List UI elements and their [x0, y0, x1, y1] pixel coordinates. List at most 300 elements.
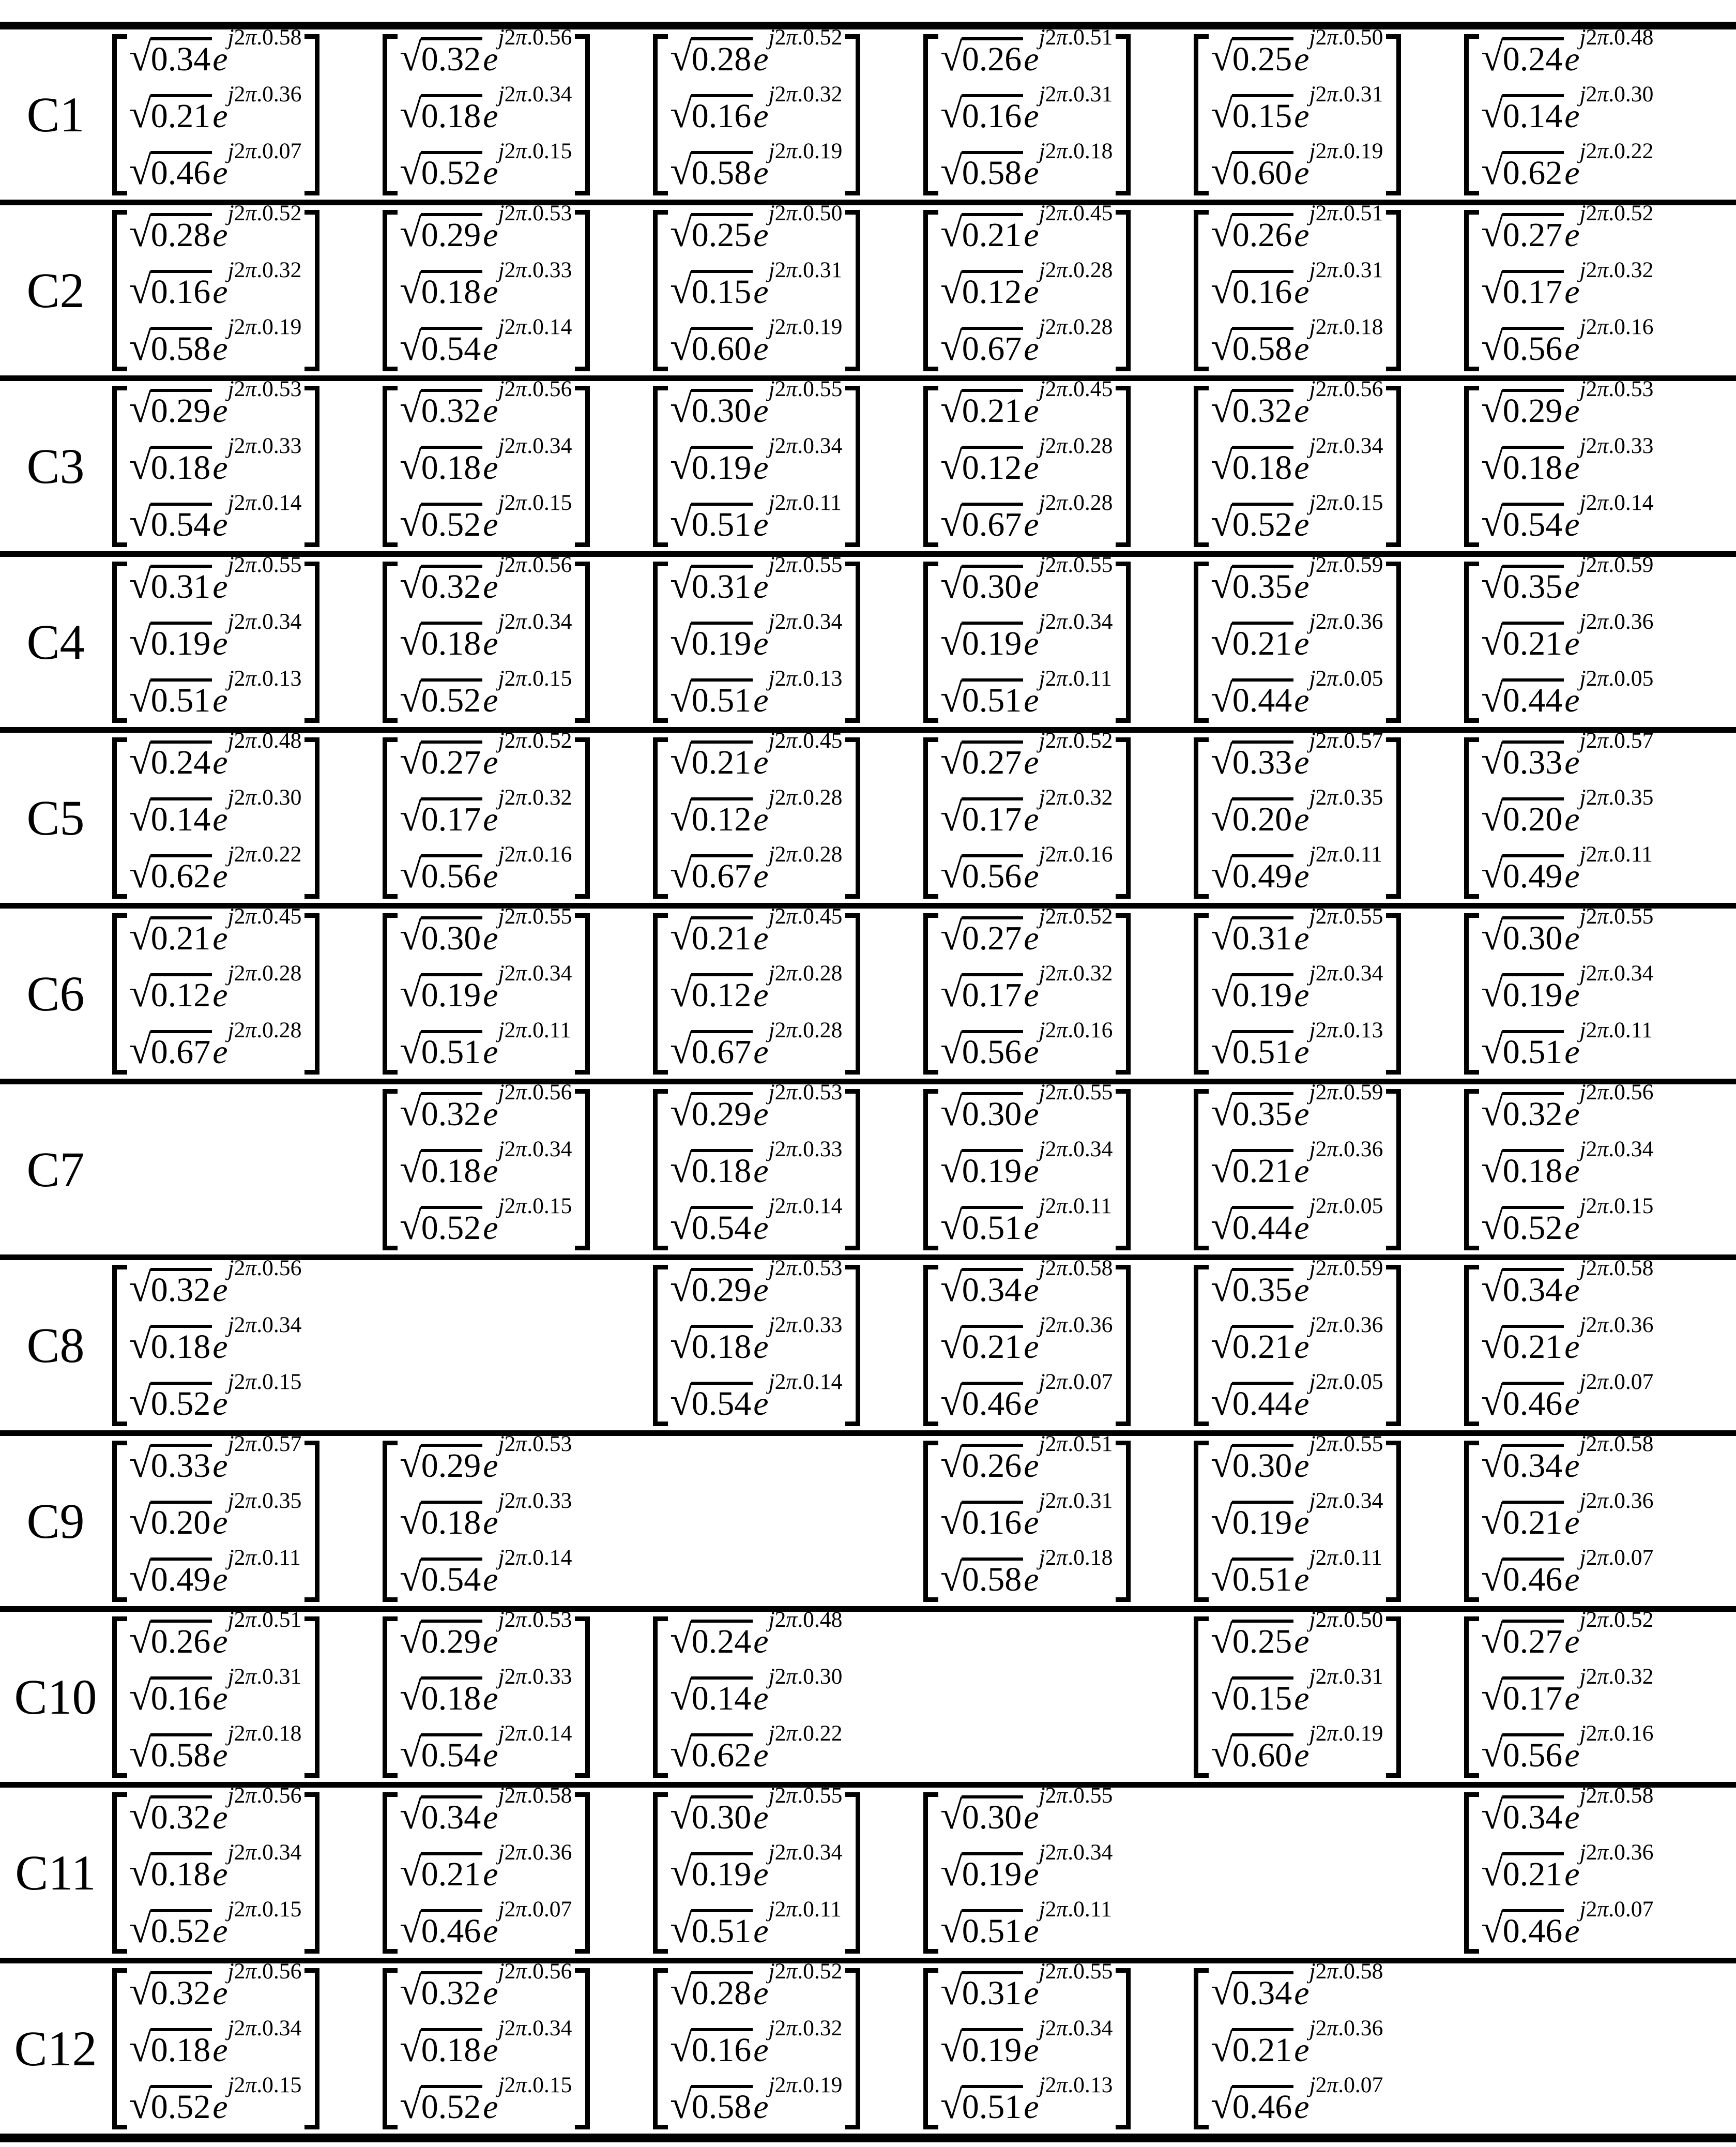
vector-cell: [1463, 376, 1733, 551]
sqrt-radicand: 0.21: [962, 1325, 1024, 1366]
pi-symbol: π: [1056, 433, 1068, 458]
sqrt-radicand: 0.19: [962, 622, 1024, 662]
vector-cell: [652, 200, 922, 375]
exp-base: e: [1564, 800, 1580, 838]
imag-unit-j: j: [1579, 314, 1586, 339]
right-bracket: [1116, 913, 1131, 1075]
pi-symbol: π: [515, 609, 527, 634]
sqrt-radicand: 0.18: [421, 446, 483, 487]
phase-value: .0.28: [1068, 433, 1113, 458]
exp-base: e: [212, 1033, 228, 1071]
exp-base: e: [212, 97, 228, 135]
exp-phase: j2π.0.59: [1309, 552, 1383, 577]
imag-unit-j: j: [1039, 1136, 1045, 1161]
phase-value: .0.15: [256, 1896, 302, 1922]
vector-entries: [398, 200, 575, 371]
phase-value: .0.32: [1068, 784, 1113, 810]
exp-phase: j2π.0.18: [1309, 314, 1383, 339]
vector-cell: [111, 728, 382, 903]
sqrt-icon: √: [1211, 970, 1232, 1015]
left-bracket: [923, 386, 938, 547]
exp-base: e: [1024, 681, 1039, 719]
sqrt-icon: √: [1211, 1616, 1232, 1661]
exp-phase: j2π.0.34: [498, 609, 572, 634]
sqrt-icon: √: [1481, 1673, 1502, 1718]
imag-unit-j: j: [1039, 1017, 1045, 1042]
exp-phase: j2π.0.52: [1579, 1607, 1654, 1632]
matrix-entry: [400, 960, 572, 1015]
sqrt-radicand: 0.18: [691, 1149, 753, 1190]
phase-value: .0.51: [256, 1607, 302, 1632]
sqrt-icon: √: [129, 210, 150, 255]
pi-symbol: π: [1327, 1255, 1338, 1280]
imag-unit-j: j: [768, 1312, 775, 1337]
exp-base: e: [212, 1912, 228, 1950]
column-vector: [383, 1431, 575, 1602]
sqrt-radicand: 0.18: [1502, 1149, 1564, 1190]
matrix-entry: [670, 1782, 843, 1837]
phase-value: .0.50: [1338, 1607, 1383, 1632]
pi-symbol: π: [786, 552, 798, 577]
pi-symbol: π: [1056, 138, 1068, 163]
phase-value: .0.18: [1068, 1545, 1113, 1570]
phase-value: .0.32: [1608, 257, 1654, 282]
phase-value: .0.45: [256, 903, 302, 929]
exp-base: e: [1294, 1384, 1309, 1423]
sqrt-icon: √: [1481, 913, 1502, 958]
exp-phase: j2π.0.34: [768, 609, 843, 634]
sqrt-icon: √: [940, 562, 962, 607]
phase-value: .0.36: [1608, 609, 1654, 634]
left-bracket: [653, 913, 668, 1075]
exp-phase: j2π.0.59: [1309, 1255, 1383, 1280]
exp-base: e: [1024, 1208, 1039, 1247]
column-vector: [1464, 1255, 1656, 1426]
sqrt-radicand: 0.32: [421, 37, 483, 78]
imag-unit-j: j: [498, 552, 505, 577]
phase-value: .0.35: [1338, 784, 1383, 810]
sqrt-radicand: 0.44: [1232, 1382, 1294, 1423]
imag-unit-j: j: [1039, 1079, 1045, 1105]
left-bracket: [112, 1616, 127, 1778]
pi-symbol: π: [245, 1782, 257, 1808]
pi-symbol: π: [1327, 1136, 1338, 1161]
phase-value: .0.22: [1608, 138, 1654, 163]
sqrt-radicand: 0.19: [421, 973, 483, 1014]
exp-base: e: [753, 624, 769, 662]
exp-base: e: [753, 567, 769, 606]
sqrt-icon: √: [1481, 970, 1502, 1015]
sqrt-radicand: 0.52: [421, 151, 483, 192]
sqrt-icon: √: [670, 1265, 691, 1310]
exp-phase: j2π.0.28: [768, 1017, 843, 1042]
imag-unit-j: j: [1579, 1136, 1586, 1161]
sqrt-radicand: 0.60: [1232, 151, 1294, 192]
pi-symbol: π: [245, 2015, 257, 2040]
matrix-entry: [670, 903, 843, 958]
exp-base: e: [483, 857, 498, 895]
sqrt-radicand: 0.58: [691, 2085, 753, 2126]
imag-unit-j: j: [768, 490, 775, 515]
sqrt-icon: √: [940, 970, 962, 1015]
vector-entries: [398, 24, 575, 195]
matrix-entry: [670, 376, 843, 431]
exp-phase: j2π.0.33: [227, 433, 302, 458]
exp-phase: j2π.0.15: [1309, 490, 1383, 515]
phase-value: .0.33: [527, 1488, 572, 1513]
column-vector: [112, 200, 319, 371]
sqrt-radicand: 0.19: [1232, 1501, 1294, 1541]
exp-phase: j2π.0.34: [227, 1312, 302, 1337]
exp-phase: j2π.0.34: [1039, 1839, 1113, 1865]
imag-unit-j: j: [768, 1839, 775, 1865]
pi-symbol: π: [1056, 1839, 1068, 1865]
sqrt-radicand: 0.30: [962, 565, 1024, 606]
exp-phase: j2π.0.15: [498, 138, 572, 163]
right-bracket: [575, 1968, 590, 2129]
exp-base: e: [1564, 1095, 1580, 1133]
left-bracket: [1194, 913, 1209, 1075]
right-bracket: [1116, 1441, 1131, 1602]
sqrt-icon: √: [1481, 1498, 1502, 1543]
matrix-entry: [400, 609, 572, 663]
exp-phase: j2π.0.30: [1579, 81, 1654, 107]
sqrt-radicand: 0.54: [421, 327, 483, 368]
imag-unit-j: j: [227, 81, 234, 107]
sqrt-radicand: 0.34: [1232, 1971, 1294, 2012]
exp-phase: j2π.0.55: [1039, 1079, 1113, 1105]
phase-value: .0.11: [1068, 666, 1112, 691]
sqrt-icon: √: [1211, 500, 1232, 545]
row-label: C4: [26, 614, 85, 670]
pi-symbol: π: [1056, 1193, 1068, 1218]
left-bracket: [112, 210, 127, 371]
sqrt-radicand: 0.51: [962, 2085, 1024, 2126]
phase-value: .0.50: [797, 200, 843, 225]
left-bracket: [1194, 1265, 1209, 1426]
right-bracket: [845, 386, 860, 547]
sqrt-icon: √: [1211, 913, 1232, 958]
imag-unit-j: j: [1309, 1193, 1316, 1218]
phase-value: .0.30: [256, 784, 302, 810]
matrix-entry: [1211, 1312, 1383, 1367]
exp-base: e: [1294, 505, 1309, 543]
imag-unit-j: j: [1579, 609, 1586, 634]
phase-value: .0.15: [527, 1193, 572, 1218]
matrix-entry: [1481, 1312, 1654, 1367]
sqrt-radicand: 0.12: [691, 797, 753, 838]
exp-base: e: [753, 505, 769, 543]
phase-value: .0.58: [1608, 1431, 1654, 1456]
sqrt-icon: √: [1211, 267, 1232, 312]
pi-symbol: π: [515, 1839, 527, 1865]
phase-value: .0.58: [527, 1782, 572, 1808]
phase-value: .0.36: [1338, 1136, 1383, 1161]
exp-base: e: [483, 2088, 498, 2126]
column-vector: [923, 1782, 1116, 1954]
imag-unit-j: j: [227, 1431, 234, 1456]
sqrt-radicand: 0.51: [1232, 1558, 1294, 1598]
matrix-entry: [400, 903, 572, 958]
exp-phase: j2π.0.35: [227, 1488, 302, 1513]
pi-symbol: π: [786, 1193, 798, 1218]
sqrt-radicand: 0.12: [962, 446, 1024, 487]
imag-unit-j: j: [768, 609, 775, 634]
imag-unit-j: j: [498, 728, 505, 753]
pi-symbol: π: [245, 2072, 257, 2097]
phase-value: .0.19: [1338, 1720, 1383, 1746]
imag-unit-j: j: [498, 1017, 505, 1042]
imag-unit-j: j: [768, 24, 775, 50]
phase-value: .0.34: [256, 1312, 302, 1337]
imag-unit-j: j: [498, 609, 505, 634]
phase-value: .0.51: [1068, 24, 1113, 50]
sqrt-radicand: 0.52: [1502, 1206, 1564, 1247]
matrix-entry: [940, 1079, 1113, 1134]
sqrt-radicand: 0.21: [1232, 1149, 1294, 1190]
matrix-entry: [129, 609, 302, 663]
imag-unit-j: j: [227, 138, 234, 163]
exp-base: e: [1294, 1208, 1309, 1247]
vector-entries: [127, 1607, 304, 1778]
sqrt-icon: √: [400, 1792, 421, 1837]
matrix-entry: [129, 1488, 302, 1543]
sqrt-icon: √: [1481, 675, 1502, 720]
exp-base: e: [483, 1446, 498, 1485]
exp-phase: j2π.0.15: [1579, 1193, 1654, 1218]
phase-value: .0.52: [1608, 1607, 1654, 1632]
pi-symbol: π: [1597, 81, 1609, 107]
phase-value: .0.32: [1608, 1664, 1654, 1689]
imag-unit-j: j: [768, 960, 775, 986]
vector-cell: [1193, 24, 1463, 200]
vector-cell: [382, 1079, 652, 1254]
imag-unit-j: j: [768, 257, 775, 282]
exp-phase: j2π.0.15: [227, 1369, 302, 1394]
exp-phase: j2π.0.34: [498, 1136, 572, 1161]
sqrt-icon: √: [1481, 618, 1502, 663]
sqrt-icon: √: [1211, 794, 1232, 839]
imag-unit-j: j: [498, 200, 505, 225]
vector-entries: [938, 903, 1116, 1075]
imag-unit-j: j: [498, 257, 505, 282]
exp-phase: j2π.0.13: [1039, 2072, 1113, 2097]
pi-symbol: π: [1597, 376, 1609, 401]
matrix-entry: [1211, 552, 1383, 607]
sqrt-radicand: 0.30: [1232, 1444, 1294, 1485]
pi-symbol: π: [1327, 1369, 1338, 1394]
pi-symbol: π: [515, 666, 527, 691]
pi-symbol: π: [1327, 1431, 1338, 1456]
exp-base: e: [1564, 857, 1580, 895]
imag-unit-j: j: [498, 960, 505, 986]
exp-phase: j2π.0.55: [768, 376, 843, 401]
sqrt-icon: √: [670, 562, 691, 607]
matrix-entry: [400, 1782, 572, 1837]
imag-unit-j: j: [227, 1607, 234, 1632]
sqrt-icon: √: [129, 1027, 150, 1072]
sqrt-icon: √: [129, 675, 150, 720]
matrix-entry: [670, 784, 843, 839]
vector-cell: [382, 1958, 652, 2134]
exp-phase: j2π.0.51: [1039, 1431, 1113, 1456]
imag-unit-j: j: [1309, 200, 1316, 225]
matrix-entry: [129, 257, 302, 312]
column-vector: [923, 24, 1131, 195]
matrix-entry: [670, 1839, 843, 1894]
right-bracket: [1116, 1265, 1131, 1426]
matrix-entry: [670, 1896, 842, 1951]
imag-unit-j: j: [1309, 903, 1316, 929]
pi-symbol: π: [1597, 1488, 1609, 1513]
phase-value: .0.22: [797, 1720, 843, 1746]
phase-value: .0.28: [1068, 257, 1113, 282]
pi-symbol: π: [245, 81, 257, 107]
exp-base: e: [212, 273, 228, 311]
exp-phase: j2π.0.11: [1579, 1017, 1653, 1042]
exp-base: e: [483, 743, 498, 781]
phase-value: .0.15: [256, 2072, 302, 2097]
exp-base: e: [483, 567, 498, 606]
vector-cell: [1463, 728, 1733, 903]
pi-symbol: π: [1056, 1369, 1068, 1394]
phase-value: .0.11: [1338, 841, 1382, 867]
exp-base: e: [1024, 216, 1039, 254]
sqrt-icon: √: [670, 1322, 691, 1367]
phase-value: .0.55: [527, 903, 572, 929]
column-vector: [1464, 1782, 1656, 1954]
matrix-entry: [1211, 81, 1383, 136]
vector-cell: [922, 376, 1193, 551]
sqrt-icon: √: [400, 2082, 421, 2127]
sqrt-icon: √: [1481, 1906, 1502, 1951]
exp-phase: j2π.0.56: [1309, 376, 1383, 401]
exp-base: e: [1294, 1327, 1309, 1366]
pi-symbol: π: [1597, 1839, 1609, 1865]
sqrt-radicand: 0.62: [150, 854, 212, 895]
phase-value: .0.56: [527, 376, 572, 401]
pi-symbol: π: [515, 1958, 527, 1984]
pi-symbol: π: [786, 314, 798, 339]
sqrt-icon: √: [129, 443, 150, 488]
phase-value: .0.16: [527, 841, 572, 867]
sqrt-icon: √: [670, 675, 691, 720]
exp-base: e: [1294, 800, 1309, 838]
pi-symbol: π: [1597, 200, 1609, 225]
imag-unit-j: j: [1309, 552, 1316, 577]
matrix-entry: [670, 609, 843, 663]
exp-base: e: [753, 97, 769, 135]
phase-value: .0.36: [1338, 609, 1383, 634]
exp-base: e: [1294, 1033, 1309, 1071]
sqrt-radicand: 0.17: [1502, 1676, 1564, 1717]
pi-symbol: π: [515, 552, 527, 577]
vector-entries: [1209, 903, 1386, 1075]
exp-base: e: [1294, 216, 1309, 254]
matrix-entry: [129, 1431, 302, 1486]
matrix-entry: [1211, 2015, 1383, 2070]
phase-value: .0.36: [256, 81, 302, 107]
sqrt-radicand: 0.19: [962, 2028, 1024, 2069]
sqrt-radicand: 0.14: [1502, 94, 1564, 135]
phase-value: .0.52: [1608, 200, 1654, 225]
column-vector: [653, 1958, 860, 2129]
phase-value: .0.56: [1338, 376, 1383, 401]
sqrt-radicand: 0.31: [691, 565, 753, 606]
exp-phase: j2π.0.14: [498, 1720, 572, 1746]
sqrt-icon: √: [1211, 1089, 1232, 1134]
matrix-entry: [940, 609, 1113, 663]
sqrt-icon: √: [1481, 34, 1502, 79]
exp-base: e: [1024, 567, 1039, 606]
pi-symbol: π: [1597, 1312, 1609, 1337]
imag-unit-j: j: [1579, 1017, 1586, 1042]
matrix-entry: [129, 552, 302, 607]
left-bracket: [923, 210, 938, 371]
sqrt-icon: √: [129, 794, 150, 839]
exp-base: e: [483, 97, 498, 135]
pi-symbol: π: [515, 257, 527, 282]
sqrt-icon: √: [400, 913, 421, 958]
exp-phase: j2π.0.36: [1579, 1839, 1654, 1865]
sqrt-icon: √: [400, 1441, 421, 1486]
right-bracket: [1116, 386, 1131, 547]
sqrt-radicand: 0.60: [1232, 1733, 1294, 1774]
sqrt-radicand: 0.26: [150, 1620, 212, 1660]
exp-base: e: [1294, 448, 1309, 487]
sqrt-icon: √: [670, 91, 691, 136]
phase-value: .0.31: [1338, 81, 1383, 107]
imag-unit-j: j: [498, 1431, 505, 1456]
pi-symbol: π: [515, 1017, 527, 1042]
exp-phase: j2π.0.50: [1309, 1607, 1383, 1632]
column-vector: [1194, 1958, 1386, 2129]
sqrt-icon: √: [400, 562, 421, 607]
sqrt-radicand: 0.18: [1232, 446, 1294, 487]
pi-symbol: π: [245, 1369, 257, 1394]
sqrt-radicand: 0.14: [691, 1676, 753, 1717]
phase-value: .0.19: [1338, 138, 1383, 163]
sqrt-icon: √: [670, 618, 691, 663]
exp-base: e: [753, 1327, 769, 1366]
column-vector: [923, 1431, 1131, 1602]
matrix-entry: [129, 1839, 302, 1894]
sqrt-radicand: 0.25: [1232, 1620, 1294, 1660]
pi-symbol: π: [515, 784, 527, 810]
exp-phase: j2π.0.16: [498, 841, 572, 867]
pi-symbol: π: [1327, 784, 1338, 810]
exp-phase: j2π.0.28: [1039, 433, 1113, 458]
vector-entries: [668, 1958, 845, 2129]
matrix-entry: [1211, 257, 1383, 312]
left-bracket: [653, 34, 668, 195]
exp-phase: j2π.0.34: [768, 1839, 843, 1865]
sqrt-radicand: 0.54: [691, 1382, 753, 1423]
sqrt-radicand: 0.24: [1502, 37, 1564, 78]
sqrt-radicand: 0.16: [150, 270, 212, 311]
pi-symbol: π: [786, 1896, 798, 1922]
phase-value: .0.15: [1608, 1193, 1654, 1218]
sqrt-radicand: 0.60: [691, 327, 753, 368]
column-vector: [653, 552, 860, 723]
imag-unit-j: j: [768, 1079, 775, 1105]
sqrt-radicand: 0.21: [691, 740, 753, 781]
row-label: C10: [14, 1669, 97, 1725]
sqrt-icon: √: [940, 1089, 962, 1134]
exp-phase: j2π.0.34: [1579, 960, 1654, 986]
sqrt-radicand: 0.67: [962, 327, 1024, 368]
matrix-entry: [1481, 1136, 1654, 1191]
